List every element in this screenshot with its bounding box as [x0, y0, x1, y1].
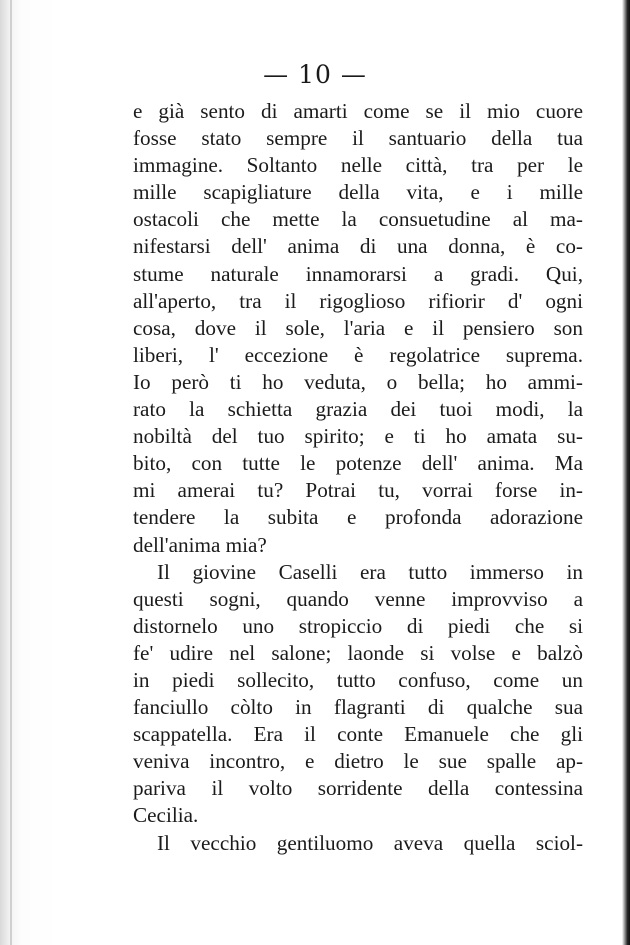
text-line: distornelo uno stropiccio di piedi che si	[133, 613, 583, 638]
text-line: e già sento di amarti come se il mio cuore	[133, 99, 583, 123]
text-line: fanciullo còlto in flagranti di qualche sua	[133, 695, 583, 720]
text-line: Io però ti ho veduta, o bella; ho ammi-	[133, 369, 583, 394]
page-edge-shadow	[622, 0, 630, 945]
text-line: pariva il volto sorridente della contessina	[133, 776, 583, 801]
text-line: Cecilia.	[133, 803, 199, 828]
text-line: questi sogni, quando venne improvviso a	[133, 586, 583, 611]
text-line: all'aperto, tra il rigoglioso rifiorir d' ogni	[133, 288, 583, 313]
text-line: veniva incontro, e dietro le sue spalle ap-	[133, 749, 583, 774]
text-line: cosa, dove il sole, l'aria e il pensiero son	[133, 315, 583, 340]
paragraph	[133, 830, 583, 857]
text-line: scappatella. Era il conte Emanuele che gli	[133, 722, 583, 747]
text-line: nifestarsi dell' anima di una donna, è co-	[133, 234, 583, 259]
page-number: — 10 —	[263, 60, 367, 89]
paragraph	[133, 98, 583, 559]
text-line: liberi, l' eccezione è regolatrice suprema.	[133, 342, 583, 367]
body-text	[133, 98, 583, 857]
page-spine-shadow	[10, 0, 12, 945]
text-line: immagine. Soltanto nelle città, tra per le	[133, 153, 583, 178]
text-line: mi amerai tu? Potrai tu, vorrai forse in-	[133, 478, 583, 503]
text-line: Il giovine Caselli era tutto immerso in	[157, 559, 583, 584]
text-line: fosse stato sempre il santuario della tua	[133, 126, 583, 151]
text-line: fe' udire nel salone; laonde si volse e balzò	[133, 640, 583, 665]
text-line: in piedi sollecito, tutto confuso, come un	[133, 667, 583, 692]
paragraph	[133, 559, 583, 830]
text-line: dell'anima mia?	[133, 532, 267, 557]
text-line: ostacoli che mette la consuetudine al ma-	[133, 207, 583, 232]
text-line: Il vecchio gentiluomo aveva quella sciol-	[157, 830, 583, 855]
text-line: tendere la subita e profonda adorazione	[133, 505, 583, 530]
text-line: mille scapigliature della vita, e i mille	[133, 180, 583, 205]
text-line: nobiltà del tuo spirito; e ti ho amata su-	[133, 424, 583, 449]
text-line: stume naturale innamorarsi a gradi. Qui,	[133, 261, 583, 286]
text-line: rato la schietta grazia dei tuoi modi, la	[133, 397, 583, 422]
text-line: bito, con tutte le potenze dell' anima. Ma	[133, 451, 583, 476]
